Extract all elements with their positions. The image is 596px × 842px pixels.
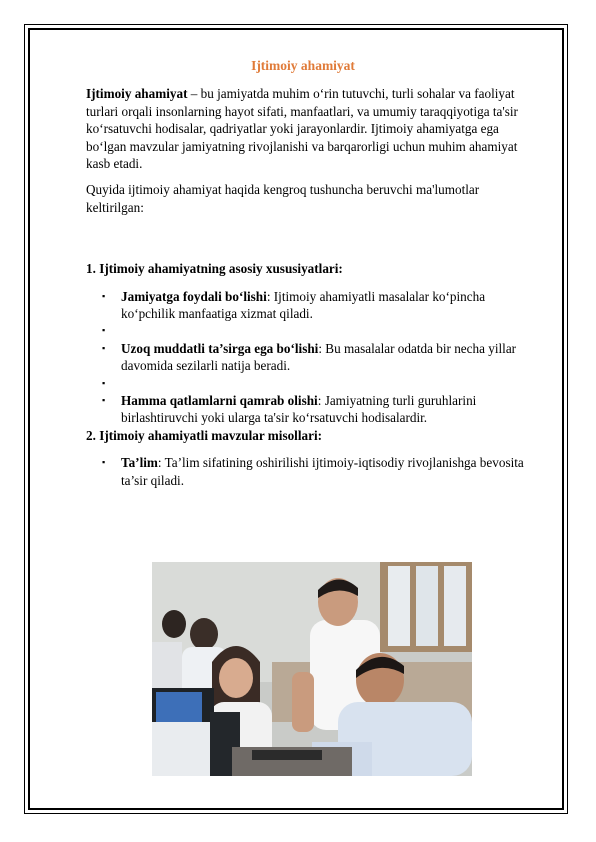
list-item-text: : Ijtimoiy ahamiyatli masalalar ko‘pincha ko‘pchilik manfaatiga xizmat qiladi. bbox=[121, 288, 486, 322]
list-item-term: Hamma qatlamlarni qamrab olishi bbox=[121, 393, 318, 409]
bullet-icon: ▪ bbox=[102, 457, 106, 468]
list-item bbox=[86, 340, 538, 375]
section1-list bbox=[86, 288, 538, 427]
list-item-text: : Ta’lim sifatining oshirilishi ijtimoiy-iqtisodiy rivojlanishga bevosita ta’sir qiladi. bbox=[121, 455, 524, 488]
bullet-icon: ▪ bbox=[102, 377, 106, 388]
list-item bbox=[86, 454, 538, 489]
intro-term: Ijtimoiy ahamiyat bbox=[86, 86, 188, 102]
section2-list bbox=[86, 454, 538, 489]
document-title: Ijtimoiy ahamiyat bbox=[251, 58, 355, 73]
classroom-photo bbox=[152, 562, 472, 776]
document-body bbox=[86, 57, 538, 489]
lead-paragraph: Quyida ijtimoiy ahamiyat haqida kengroq tushuncha beruvchi ma'lumotlar keltirilgan: bbox=[86, 182, 480, 215]
intro-paragraph bbox=[86, 85, 538, 172]
list-item bbox=[86, 392, 538, 427]
classroom-photo-image bbox=[152, 562, 472, 776]
list-item-text: : Jamiyatning turli guruhlarini birlashtiruvchi yoki ularga ta'sir ko‘rsatuvchi hodisalardir. bbox=[121, 393, 477, 426]
intro-definition: – bu jamiyatda muhim o‘rin tutuvchi, turli sohalar va faoliyat turlari orqali insonlarning hayot sifati, manfaatlari, va umumiy taraqqiyotiga ta'sir ko‘rsatuvchi hodisalar, qadriyatlar yoki jarayonlardir. Ijtimoiy ahamiyatga ega bo‘lgan mavzular jamiyatning rivojlanishi va barqarorligi uchun muhim ahamiyat kasb etadi. bbox=[86, 86, 518, 172]
list-item bbox=[86, 288, 538, 323]
list-item bbox=[86, 375, 538, 392]
bullet-icon: ▪ bbox=[102, 342, 106, 353]
list-item bbox=[86, 322, 538, 339]
list-item-text: : Bu masalalar odatda bir necha yillar davomida sezilarli natija beradi. bbox=[121, 340, 517, 374]
bullet-icon: ▪ bbox=[102, 325, 106, 336]
section2-heading: 2. Ijtimoiy ahamiyatli mavzular misollari: bbox=[86, 427, 323, 443]
list-item-term: Uzoq muddatli ta’sirga ega bo‘lishi bbox=[121, 340, 319, 356]
bullet-icon: ▪ bbox=[102, 395, 106, 406]
list-item-term: Jamiyatga foydali bo‘lishi bbox=[121, 288, 267, 304]
list-item-term: Ta’lim bbox=[121, 455, 158, 471]
section1-heading: 1. Ijtimoiy ahamiyatning asosiy xususiyatlari: bbox=[86, 261, 343, 277]
bullet-icon: ▪ bbox=[102, 290, 106, 301]
